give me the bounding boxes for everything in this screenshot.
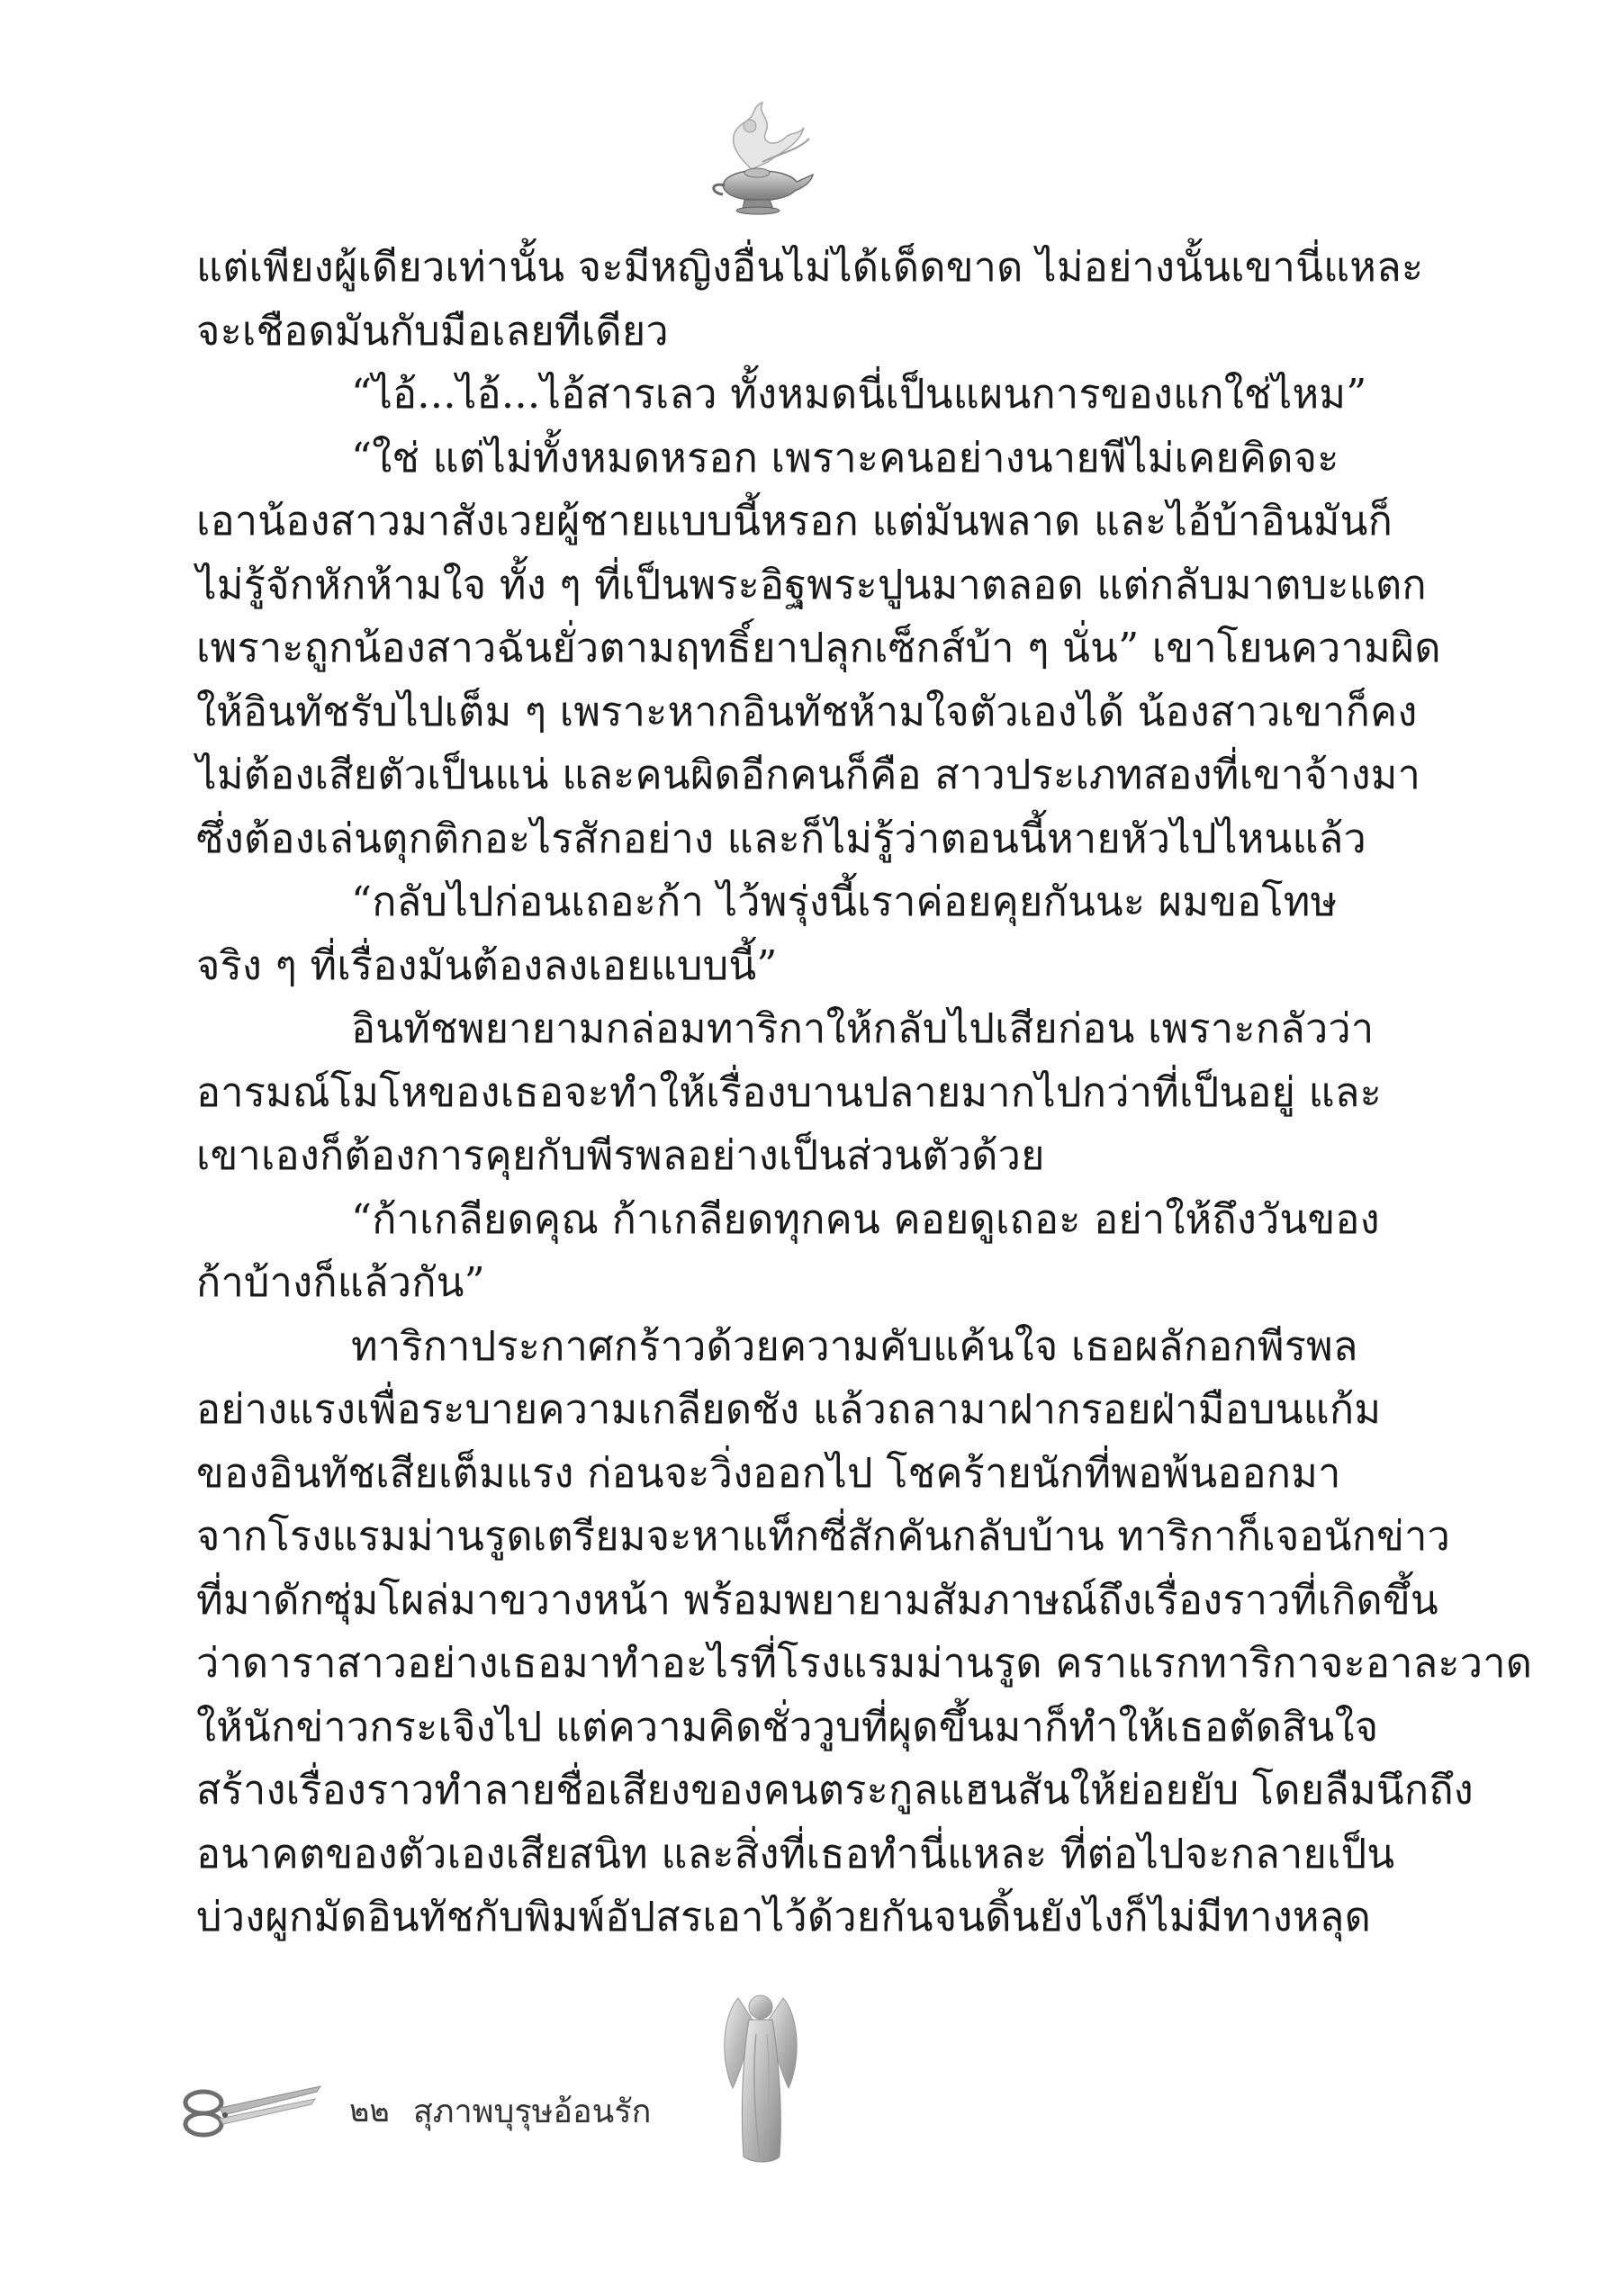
- angel-figurine-icon: [720, 1980, 801, 2169]
- text-line: เพราะถูกน้องสาวฉันยั่วตามฤทธิ์ยาปลุกเซ็กส์บ้า ๆ นั่น” เขาโยนความผิด: [196, 624, 1441, 671]
- text-line: สร้างเรื่องราวทำลายชื่อเสียงของคนตระกูลแฮนสันให้ย่อยยับ โดยลืมนึกถึง: [196, 1766, 1474, 1814]
- text-line: ของอินทัชเสียเต็มแรง ก่อนจะวิ่งออกไป โชคร้ายนักที่พอพ้นออกมา: [196, 1448, 1341, 1497]
- page-footer: [180, 2079, 651, 2142]
- book-title: สุภาพบุรุษอ้อนรัก: [412, 2093, 652, 2130]
- text-line: ไม่ต้องเสียตัวเป็นแน่ และคนผิดอีกคนก็คือ สาวประเภทสองที่เขาจ้างมา: [196, 751, 1421, 798]
- text-line: บ่วงผูกมัดอินทัชกับพิมพ์อัปสรเอาไว้ด้วยกันจนดิ้นยังไงก็ไม่มีทางหลุด: [196, 1893, 1371, 1940]
- page-number: ๒๒: [349, 2093, 390, 2129]
- text-line: ว่าดาราสาวอย่างเธอมาทำอะไรที่โรงแรมม่านรูด คราแรกทาริกาจะอาละวาด: [196, 1639, 1533, 1687]
- text-line: จากโรงแรมม่านรูดเตรียมจะหาแท็กซี่สักคันกลับบ้าน ทาริกาก็เจอนักข่าว: [196, 1512, 1451, 1560]
- text-line: ซึ่งต้องเล่นตุกติกอะไรสักอย่าง และก็ไม่รู้ว่าตอนนี้หายหัวไปไหนแล้ว: [196, 814, 1366, 862]
- text-line: อินทัชพยายามกล่อมทาริกาให้กลับไปเสียก่อน เพราะกลัวว่า: [351, 1004, 1375, 1052]
- text-line: ไม่รู้จักหักห้ามใจ ทั้ง ๆ ที่เป็นพระอิฐพระปูนมาตลอด แต่กลับมาตบะแตก: [196, 560, 1427, 608]
- text-line: จริง ๆ ที่เรื่องมันต้องลงเอยแบบนี้”: [196, 941, 778, 989]
- text-line: แต่เพียงผู้เดียวเท่านั้น จะมีหญิงอื่นไม่ได้เด็ดขาด ไม่อย่างนั้นเขานี่แหละ: [196, 243, 1424, 291]
- text-line: ก้าบ้างก็แล้วกัน”: [196, 1258, 485, 1306]
- text-line: ให้อินทัชรับไปเต็ม ๆ เพราะหากอินทัชห้ามใจตัวเองได้ น้องสาวเขาก็คง: [196, 687, 1418, 735]
- text-line: “ไอ้...ไอ้...ไอ้สารเลว ทั้งหมดนี่เป็นแผนการของแกใช่ไหม”: [351, 370, 1367, 418]
- text-line: “กลับไปก่อนเถอะก้า ไว้พรุ่งนี้เราค่อยคุยกันนะ ผมขอโทษ: [351, 878, 1338, 925]
- text-line: เขาเองก็ต้องการคุยกับพีรพลอย่างเป็นส่วนตัวด้วย: [196, 1131, 1045, 1179]
- text-line: อนาคตของตัวเองเสียสนิท และสิ่งที่เธอทำนี่แหละ ที่ต่อไปจะกลายเป็น: [196, 1829, 1395, 1877]
- text-line: อย่างแรงเพื่อระบายความเกลียดชัง แล้วถลามาฝากรอยฝ่ามือบนแก้ม: [196, 1385, 1382, 1433]
- text-line: ที่มาดักซุ่มโผล่มาขวางหน้า พร้อมพยายามสัมภาษณ์ถึงเรื่องราวที่เกิดขึ้น: [196, 1575, 1438, 1624]
- text-line: “ก้าเกลียดคุณ ก้าเกลียดทุกคน คอยดูเถอะ อย่าให้ถึงวันของ: [351, 1194, 1380, 1243]
- scissors-icon: [180, 2079, 324, 2142]
- text-line: จะเชือดมันกับมือเลยทีเดียว: [196, 306, 669, 355]
- text-line: เอาน้องสาวมาสังเวยผู้ชายแบบนี้หรอก แต่มันพลาด และไอ้บ้าอินมันก็: [196, 497, 1393, 545]
- text-line: ทาริกาประกาศกร้าวด้วยความคับแค้นใจ เธอผลักอกพีรพล: [351, 1321, 1358, 1370]
- text-line: อารมณ์โมโหของเธอจะทำให้เรื่องบานปลายมากไปกว่าที่เป็นอยู่ และ: [196, 1067, 1382, 1116]
- text-line: ให้นักข่าวกระเจิงไป แต่ความคิดชั่ววูบที่ผุดขึ้นมาก็ทำให้เธอตัดสินใจ: [196, 1702, 1379, 1751]
- text-line: “ใช่ แต่ไม่ทั้งหมดหรอก เพราะคนอย่างนายพีไม่เคยคิดจะ: [351, 433, 1339, 482]
- magic-lamp-icon: [698, 99, 824, 225]
- body-text: [196, 236, 1533, 1949]
